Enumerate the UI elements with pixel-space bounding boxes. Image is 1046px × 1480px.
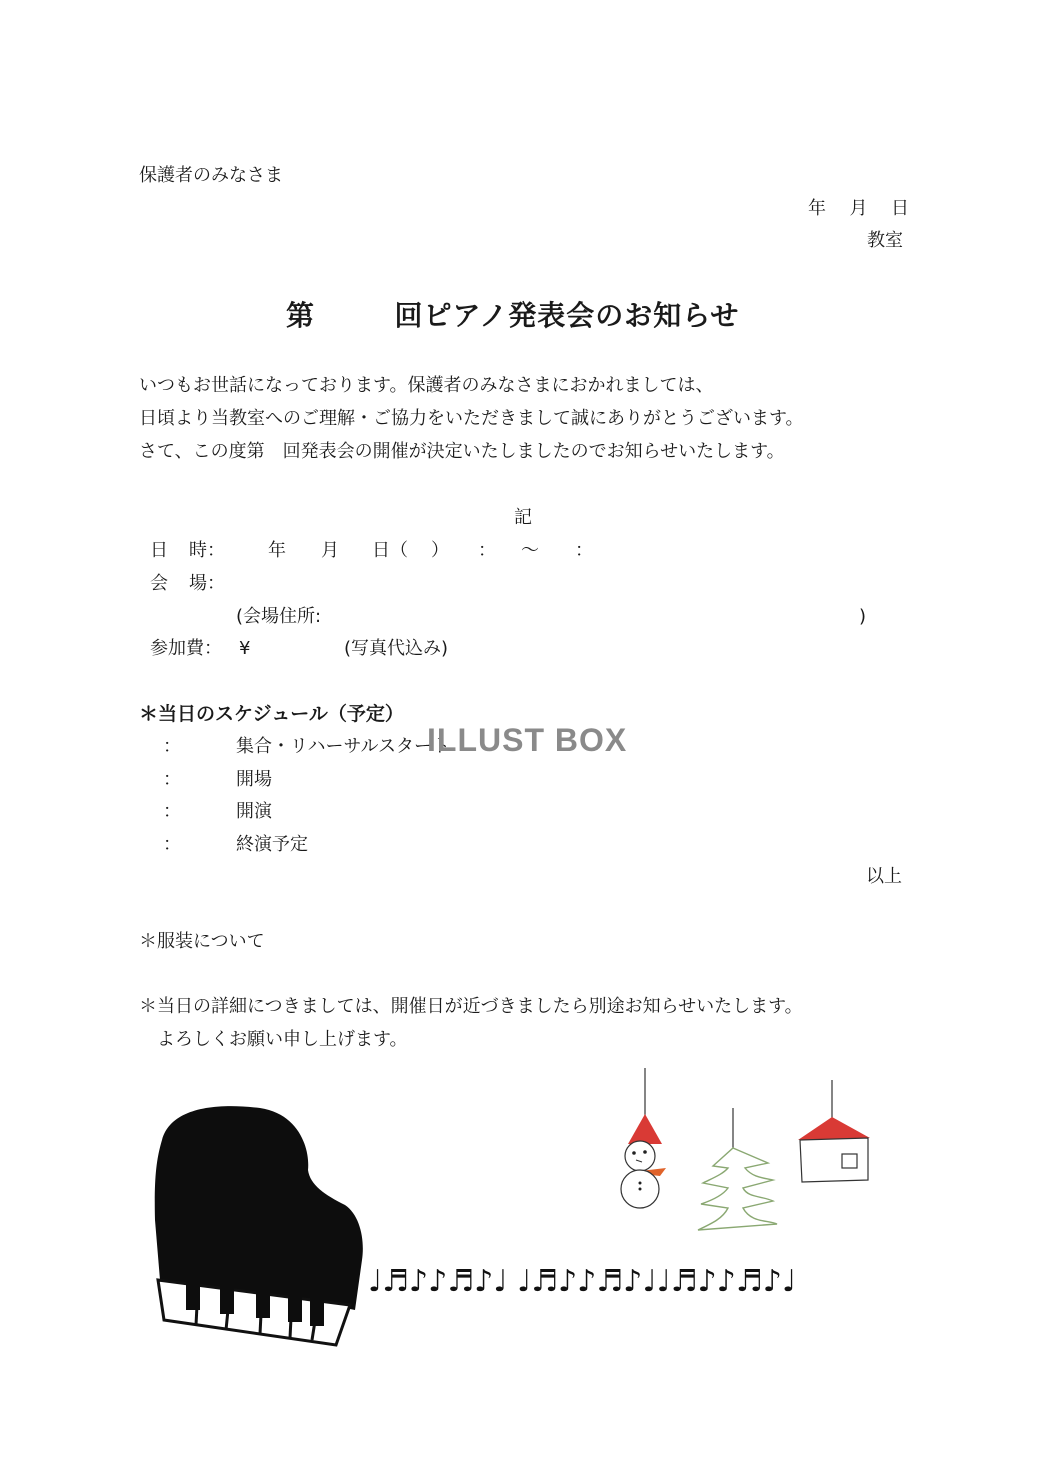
intro-line-3: さて、この度第 回発表会の開催が決定いたしましたのでお知らせいたします。 (139, 441, 785, 462)
music-notes-decoration: ♩♬♪♪♬♪♩ ♩♬♪♪♬♪♩♩♬♪♪♬♪♩ (368, 1264, 797, 1299)
datetime-month: 月 (321, 540, 339, 561)
schedule-time-1: ： (163, 736, 181, 757)
datetime-year: 年 (268, 540, 286, 561)
date-day: 日 (890, 198, 909, 219)
intro-line-1: いつもお世話になっております。保護者のみなさまにおかれましては、 (139, 375, 714, 396)
schedule-time-3: ： (163, 801, 181, 822)
schedule-label-4: 終演予定 (236, 834, 308, 855)
address-close: ) (859, 606, 867, 627)
watermark: ILLUST BOX (427, 722, 628, 758)
details-note-line-1: ＊当日の詳細につきましては、開催日が近づきましたら別途お知らせいたします。 (139, 996, 803, 1017)
house-icon (796, 1080, 874, 1190)
fee-note: (写真代込み) (344, 638, 449, 659)
addressee: 保護者のみなさま (139, 165, 283, 186)
page-title (286, 294, 739, 334)
schedule-heading: ＊当日のスケジュール（予定） (139, 703, 404, 725)
venue-label-a: 会 (150, 573, 168, 594)
date-line (808, 198, 909, 220)
details-note-line-2: よろしくお願い申し上げます。 (157, 1029, 408, 1050)
schedule-time-2: ： (163, 769, 181, 790)
date-month: 月 (849, 198, 868, 219)
ki-marker: 記 (514, 507, 532, 528)
fee-label: 参加費： (150, 638, 222, 659)
dress-note: ＊服装について (139, 931, 265, 952)
fee-yen: ¥ (239, 638, 251, 659)
datetime-colon-start: ： (478, 540, 496, 561)
schedule-label-3: 開演 (236, 801, 272, 822)
snowman-icon (610, 1068, 670, 1216)
datetime-weekday-close: ） (431, 540, 449, 561)
datetime-label-b: 時： (189, 540, 225, 561)
title-main: 回ピアノ発表会のお知らせ (394, 299, 740, 332)
christmas-tree-icon (693, 1108, 783, 1238)
datetime-label-a: 日 (150, 540, 168, 561)
title-prefix: 第 (286, 299, 316, 332)
schedule-time-4: ： (163, 834, 181, 855)
date-year: 年 (808, 198, 826, 219)
sender: 教室 (867, 230, 903, 251)
datetime-day: 日（ (372, 540, 408, 561)
venue-label-b: 場： (189, 573, 225, 594)
address-open: (会場住所: (236, 606, 322, 627)
closing-ijou: 以上 (866, 866, 902, 887)
datetime-tilde: ～ (521, 540, 539, 561)
intro-line-2: 日頃より当教室へのご理解・ご協力をいただきまして誠にありがとうございます。 (139, 408, 804, 429)
datetime-colon-end: ： (575, 540, 593, 561)
schedule-label-2: 開場 (236, 769, 272, 790)
grand-piano-icon (150, 1100, 370, 1350)
schedule-label-1: 集合・リハーサルスタート (236, 736, 451, 757)
